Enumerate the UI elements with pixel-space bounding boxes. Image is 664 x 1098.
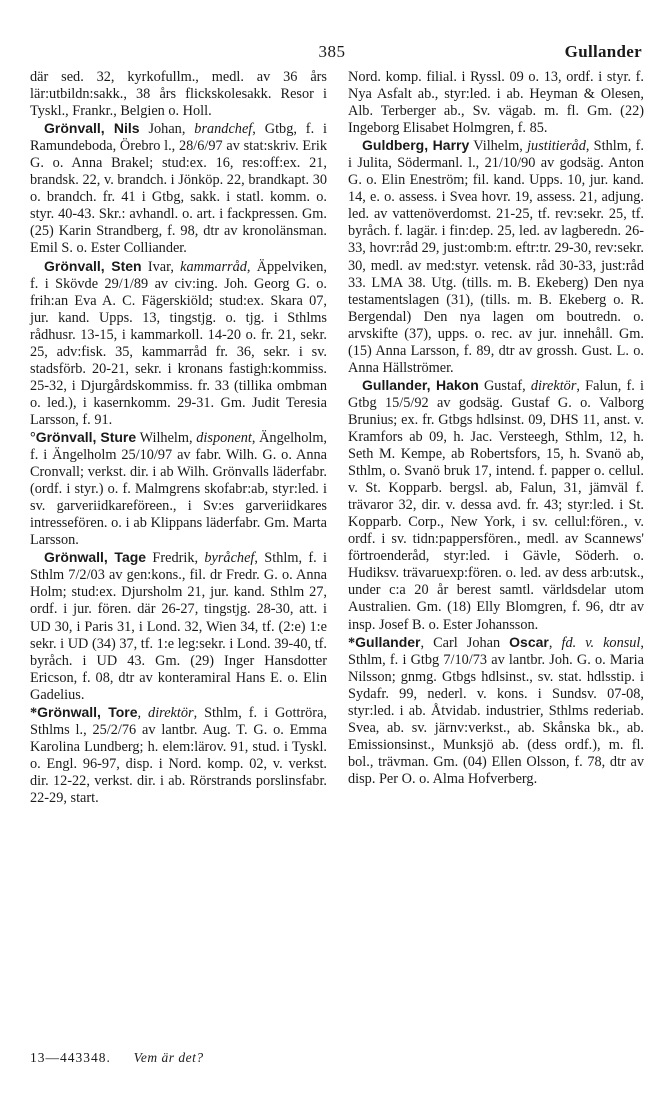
entry-continuation	[348, 69, 644, 137]
entry-text: , Ängelholm, f. i Ängelholm 25/10/97 av fabr. Wilh. G. o. Anna Cronvall; verkst. dir. i ab Wilh. Grönvalls läderfabr. (ordf. i styr.) o. f. Malmgrens skofabr:ab, styr:led. i sv. garveriidkareföreen., i Sv:es garveriidkares intressefören. o. i ab Klippans läderfabr. Gm. Marta Larsson.	[30, 429, 328, 549]
footer-signature: 13—443348.	[30, 1050, 111, 1065]
entry-text: , Sthlm, f. i Sthlm 7/2/03 av gen:kons., fil. dr Fredr. G. o. Anna Holm; stud:ex. Djursholm 21, jur. kand. Sthlm 27, ordf. i jur. fören. där 26-27, tingstjg. 28-30, att. i UD 30, i Paris 31, i Lond. 32, Wien 34, tf. (2:e) 1:e sekr. i UD (34) 37, tf. 1:e leg:sekr. i Lond. 39-40, tf. byråch. i UD 43. Gm. (29) Inger Hansdotter Ericson, f. 08, dtr av konteramiral Hans E. o. Elin Gadelius.	[30, 550, 328, 703]
entry-text: , Falun, f. i Gtbg 15/5/92 av godsäg. Gustaf G. o. Valborg Brunius; ex. fr. Gtbgs hdlsinst. 09, DHS 11, anst. v. Kramfors ab 09, h. Jac. Versteegh, Sthlm, 12, h. Seth M. Kempe, ab Robertsfors, 15, h. Svanö ab, Sthlm, o. Svanö bruk 17, intend. f. papper o. cellul. v. St. Kopparb. bergsl. ab, Falun, 31, jämväl f. trävaror 32, dir. v. dessa avd. fr. 43; styr:led. i St. Kopparb. Corp., New York, i sv. cellul:fören., v. ordf. i sv. tidn:pappersfören., medl. av Scannews' förtroenderåd, styr:led. i Gävle, Söderh. o. Hudiksv. trävaruexp:fören. o. led. av dess arb:utsk., under c:a 20 år berest samtl. världsdelar utom Australien. Gm. (18) Elly Blomgren, f. 96, dtr av insp. Josef B. o. Ester Johansson.	[348, 377, 645, 633]
entry-marker: *	[348, 634, 356, 651]
entry-marker: °	[30, 429, 36, 446]
entry-given-names: Gustaf,	[478, 377, 531, 394]
entry-name: Guldberg, Harry	[362, 137, 470, 154]
entry-title: disponent	[196, 429, 252, 446]
entry-given-names: ,	[137, 704, 149, 721]
entry-name: Grönvall, Sten	[44, 257, 142, 274]
entry-given-names: Ivar,	[141, 258, 181, 275]
entry-gullander-hakon	[348, 377, 644, 634]
entry-title: kammarråd	[180, 258, 247, 275]
entry-name: Grönvall, Nils	[44, 120, 140, 137]
entry-gronvall-sten	[30, 258, 327, 429]
entry-guldberg-harry	[348, 137, 644, 377]
entry-gullander-oscar: *Gullander, Carl Johan Oscar, fd. v. konsul, Sthlm, f. i Gtbg 7/10/73 av lantbr. Joh. G. o. Maria Nilsson; gnmg. Gtbgs hdlsinst., sv. stat. hdlsstip. i Sydafr. 99, nederl. v. kons. i Sundsv. 07-08, styr:led. i ab. Åtvidab. industrier, Sthlms rederiab. Svea, ab. sv. järnv:verkst., ab. Skånska bk., ab. Emissionsinst., Munksjö ab. (dess ordf.), m. fl. bol., trävman. Gm. (04) Ellen Olsson, f. 78, dtr av disp. Per O. o. Alma Hofverberg.	[348, 633, 644, 787]
entry-name-secondary: Oscar	[509, 633, 549, 650]
running-head: Gullander	[564, 42, 642, 61]
entry-gronvall-nils	[30, 120, 327, 257]
page-footer	[30, 1050, 204, 1066]
entry-text: , Sthlm, f. i Gottröra, Sthlms l., 25/2/76 av lantbr. Aug. T. G. o. Emma Karolina Lundberg; h. elem:lärov. 91, stud. i Tyskl. o. Engl. 96-97, disp. i Nord. komp. 02, v. verkst. dir. 12-22, verkst. dir. i ab. Rörstrands porslinsfabr. 22-29, start.	[30, 704, 327, 806]
entry-marker: *	[30, 704, 38, 721]
entry-given-names: Johan,	[139, 121, 195, 138]
entry-given-names: Fredrik,	[146, 550, 205, 567]
entry-given-names: Wilhelm,	[136, 429, 197, 446]
entry-title: byråchef	[204, 550, 255, 567]
entry-title: fd. v. konsul	[561, 634, 641, 651]
entry-text: där sed. 32, kyrkofullm., medl. av 36 års lär:utbildn:sakk., 38 års flickskolesakk. Resor i Tyskl., Frankr., Belgien o. Holl.	[30, 69, 327, 120]
entry-text: , Gtbg, f. i Ramundeboda, Örebro l., 28/6/97 av stat:skriv. Erik G. o. Anna Brakel; stud:ex. 16, res:off:ex. 21, brandsk. 22, v. brandch. i Jönköp. 22, brandkapt. 30 o. brandch. fr. 41 i Gtbg, sakk. i statl. komm. o. styr. 40-43. Skr.: avhandl. o. art. i fackpressen. Gm. (25) Karin Strandberg, f. 98, dtr av kronolänsman. Emil S. o. Ester Colliander.	[30, 121, 328, 257]
right-column	[348, 69, 644, 788]
entry-text: , Äppelviken, f. i Skövde 29/1/89 av civ:ing. Joh. Georg G. o. frih:an Eva A. C. Fägerskiöld; stud:ex. Skara 07, jur. kand. Upps. 13, tingstjg. o. tjg. i Sthlms rådhusr. 13-15, i kammarkoll. 14-20 o. fr. 21, sekr. 25, adv:fisk. 35, kammarråd fr. 36, sekr. i sv. stadsförb. 20-21, sekr. i kronans fastigh:kommiss. 25-32, i Djurgårdskommiss. fr. 33 (tillika ombman o. led.), i kasernkomm. 29-31. Gm. Judit Teresia Larsson, f. 91.	[30, 258, 327, 428]
entry-text: , Sthlm, f. i Gtbg 7/10/73 av lantbr. Joh. G. o. Maria Nilsson; gnmg. Gtbgs hdlsinst., sv. stat. hdlsstip. i Sydafr. 99, nederl. v. kons. i Sundsv. 07-08, styr:led. i ab. Åtvidab. industrier, Sthlms rederiab. Svea, ab. sv. järnv:verkst., ab. Skånska bk., ab. Emissionsinst., Munksjö ab. (dess ordf.), m. fl. bol., trävman. Gm. (04) Ellen Olsson, f. 78, dtr av disp. Per O. o. Alma Hofverberg.	[348, 634, 644, 787]
left-column	[30, 69, 327, 807]
entry-title: direktör	[148, 704, 194, 721]
entry-title: justitieråd	[527, 138, 586, 155]
entry-text: , Sthlm, f. i Julita, Södermanl. l., 21/10/90 av godsäg. Anton G. o. Elin Eneström; fil. kand. Upps. 10, jur. kand. 14, e. o. assess. i Svea hovr. 19, assess. 21, adjung. led. av vattenöverdomst. 21-25, tf. rev:sekr. 25, tf. byråch. f. lagär. i fin:dep. 25, led. av lagberedn. 26-33, hovr:råd 29, just:omb:m. eftr:tr. 29-30, rev:sekr. 30, medl. av med:styr. vetensk. råd 30-33, just:råd 33. LMA 38. Utg. (tills. m. B. Ekeberg) Den nya testamentslagen (31), (tills. m. B. Ekeberg o. R. Bergendal) Den nya lagen om boutredn. o. arvskifte (37), upps. o. rec. av jur. innehåll. Gm. (15) Anna Larsson, f. 89, dtr av grossh. Gust. L. o. Anna Hällströmer.	[348, 138, 644, 376]
entry-given-names: , Carl Johan	[420, 634, 510, 651]
entry-continuation	[30, 69, 327, 120]
entry-title: brandchef	[194, 121, 253, 138]
entry-gronwall-tore	[30, 704, 327, 807]
entry-text: Nord. komp. filial. i Ryssl. 09 o. 13, ordf. i styr. f. Nya Asfalt ab., styr:led. i ab. Heyman & Olesen, Alb. Terberger ab., Sv. vägab. m. fl. Gm. (22) Ingeborg Elisabet Holmgren, f. 85.	[348, 69, 644, 137]
page-number: 385	[318, 42, 346, 61]
entry-name: Grönwall, Tage	[44, 549, 147, 566]
entry-name: Gullander, Hakon	[362, 376, 479, 393]
entry-name: Gullander	[355, 633, 421, 650]
entry-given-names: Vilhelm,	[469, 138, 528, 155]
entry-name: Grönwall, Tore	[37, 703, 138, 720]
entry-name: Grönvall, Sture	[35, 428, 137, 445]
entry-gronvall-sture	[30, 429, 327, 549]
entry-title: direktör	[530, 377, 577, 394]
entry-gronwall-tage	[30, 549, 327, 703]
footer-note: Vem är det?	[133, 1050, 204, 1065]
